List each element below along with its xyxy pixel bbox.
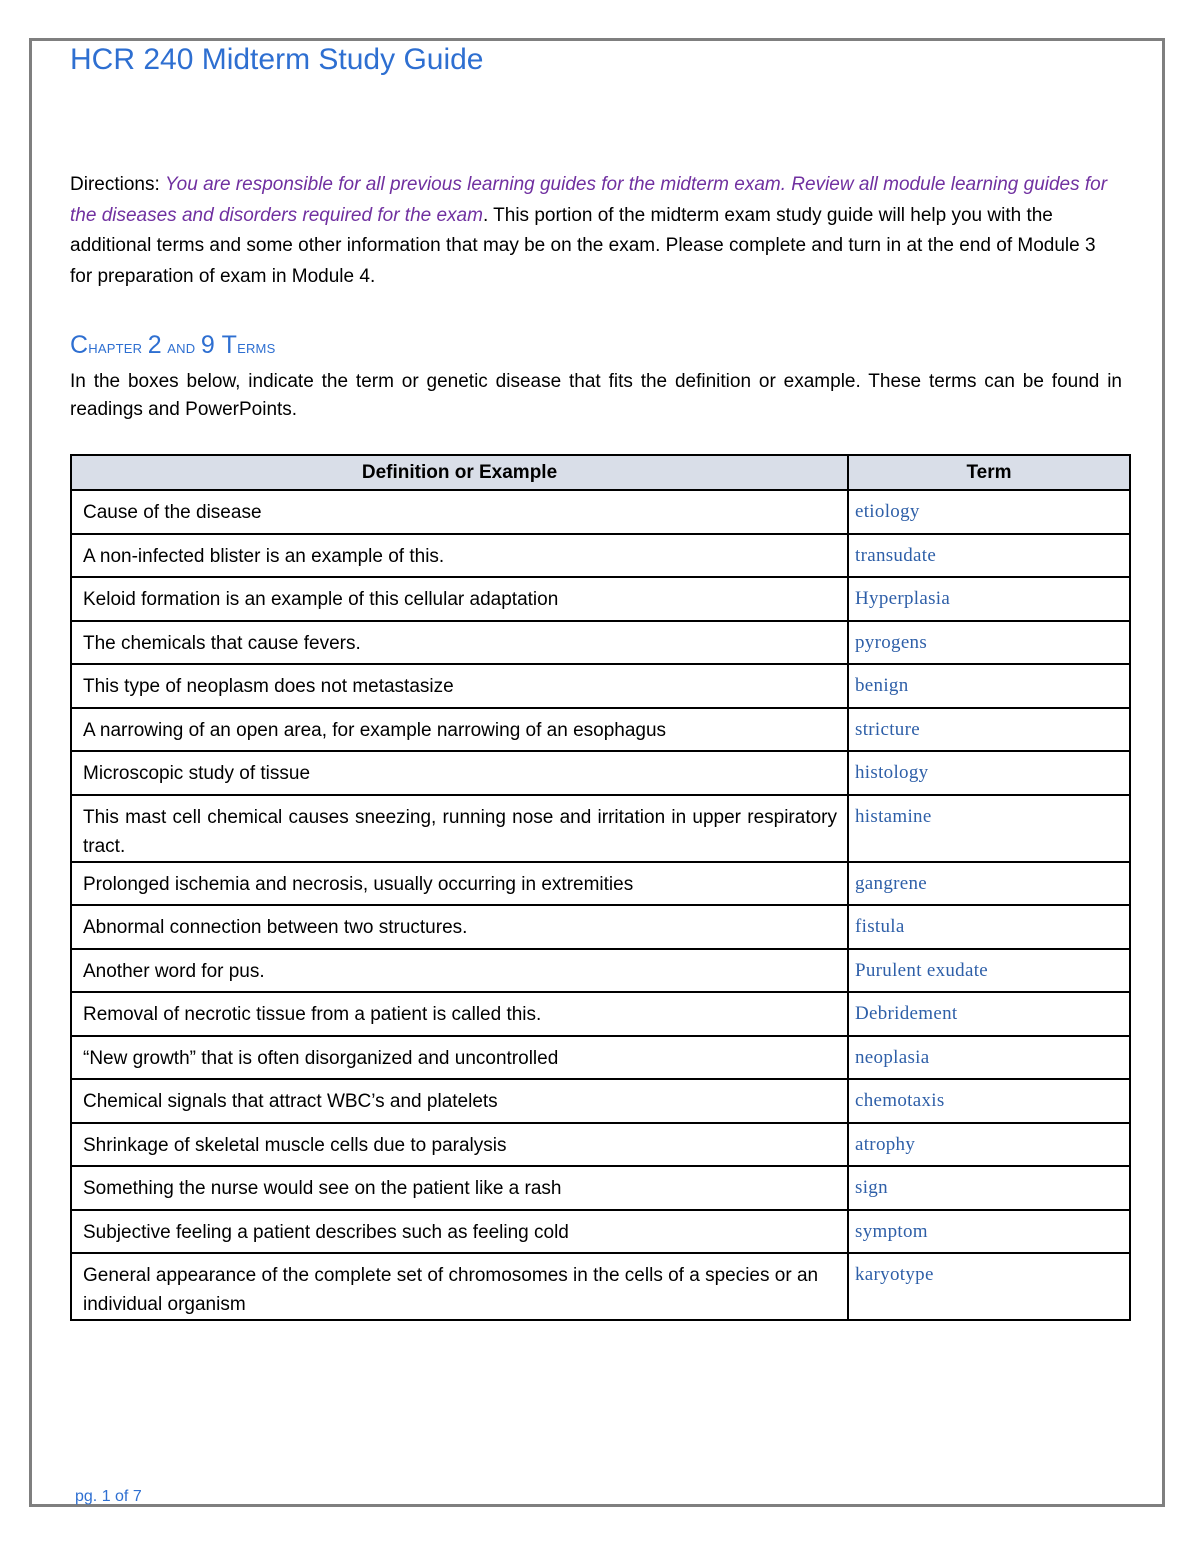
definition-cell: Keloid formation is an example of this cellular adaptation [71,577,848,621]
term-cell: stricture [848,708,1130,752]
section-heading-part: C [70,331,89,359]
table-row [71,1210,1130,1254]
term-cell: karyotype [848,1253,1130,1320]
section-heading [70,330,275,360]
section-heading-part: and [161,337,201,358]
table-row [71,1079,1130,1123]
term-cell: Purulent exudate [848,949,1130,993]
definition-cell: Another word for pus. [71,949,848,993]
table-row [71,751,1130,795]
term-cell: benign [848,664,1130,708]
definition-cell: General appearance of the complete set of chromosomes in the cells of a species or an individual organism [71,1253,848,1320]
term-cell: sign [848,1166,1130,1210]
definition-cell: “New growth” that is often disorganized and uncontrolled [71,1036,848,1080]
table-row [71,992,1130,1036]
table-row [71,905,1130,949]
table-row [71,1166,1130,1210]
definition-cell: Microscopic study of tissue [71,751,848,795]
definition-cell: This type of neoplasm does not metastasize [71,664,848,708]
definition-cell: Shrinkage of skeletal muscle cells due to paralysis [71,1123,848,1167]
term-cell: fistula [848,905,1130,949]
term-cell: symptom [848,1210,1130,1254]
section-intro: In the boxes below, indicate the term or genetic disease that fits the definition or example. These terms can be found in readings and PowerPoints. [70,371,1122,420]
table-header-row [71,455,1130,490]
term-cell: etiology [848,490,1130,534]
column-header-term: Term [848,455,1130,490]
term-cell: histology [848,751,1130,795]
column-header-definition: Definition or Example [71,455,848,490]
definition-cell: The chemicals that cause fevers. [71,621,848,665]
term-cell: gangrene [848,862,1130,906]
section-heading-part: erms [237,337,276,358]
section-heading-part: T [214,331,238,359]
term-cell: Debridement [848,992,1130,1036]
term-cell: chemotaxis [848,1079,1130,1123]
term-cell: atrophy [848,1123,1130,1167]
table-row [71,949,1130,993]
term-cell: Hyperplasia [848,577,1130,621]
terms-table [70,454,1131,1321]
document-title: HCR 240 Midterm Study Guide [70,43,484,76]
table-row [71,664,1130,708]
table-row [71,862,1130,906]
table-row [71,1253,1130,1320]
definition-cell: Prolonged ischemia and necrosis, usually occurring in extremities [71,862,848,906]
table-row [71,1036,1130,1080]
definition-cell: A non-infected blister is an example of this. [71,534,848,578]
section-heading-part: 2 [147,331,162,359]
definition-cell: Abnormal connection between two structures. [71,905,848,949]
section-heading-part: 9 [200,331,215,359]
directions-italic-note: You are responsible for all previous learning guides for the midterm exam. Review all module learning guides for the diseases and disorders required for the exam [70,174,1108,226]
definition-cell: Cause of the disease [71,490,848,534]
term-cell: neoplasia [848,1036,1130,1080]
definition-cell: This mast cell chemical causes sneezing, running nose and irritation in upper respiratory tract. [71,795,848,862]
section-heading-part: hapter [88,337,148,358]
table-row [71,577,1130,621]
term-cell: transudate [848,534,1130,578]
term-cell: pyrogens [848,621,1130,665]
definition-cell: Removal of necrotic tissue from a patient is called this. [71,992,848,1036]
definition-cell: Chemical signals that attract WBC’s and platelets [71,1079,848,1123]
table-row [71,490,1130,534]
table-row [71,795,1130,862]
definition-cell: A narrowing of an open area, for example narrowing of an esophagus [71,708,848,752]
table-row [71,621,1130,665]
table-row [71,708,1130,752]
table-row [71,534,1130,578]
directions-body: . This portion of the midterm exam study guide will help you with the additional terms and some other information that may be on the exam. Please complete and turn in at the end of Module 3 for preparation of exam in Module 4. [70,204,1096,287]
definition-cell: Something the nurse would see on the patient like a rash [71,1166,848,1210]
page-number: pg. 1 of 7 [75,1488,142,1505]
definition-cell: Subjective feeling a patient describes such as feeling cold [71,1210,848,1254]
directions-label: Directions: [70,174,160,195]
term-cell: histamine [848,795,1130,862]
table-row [71,1123,1130,1167]
directions-paragraph [70,170,1110,292]
